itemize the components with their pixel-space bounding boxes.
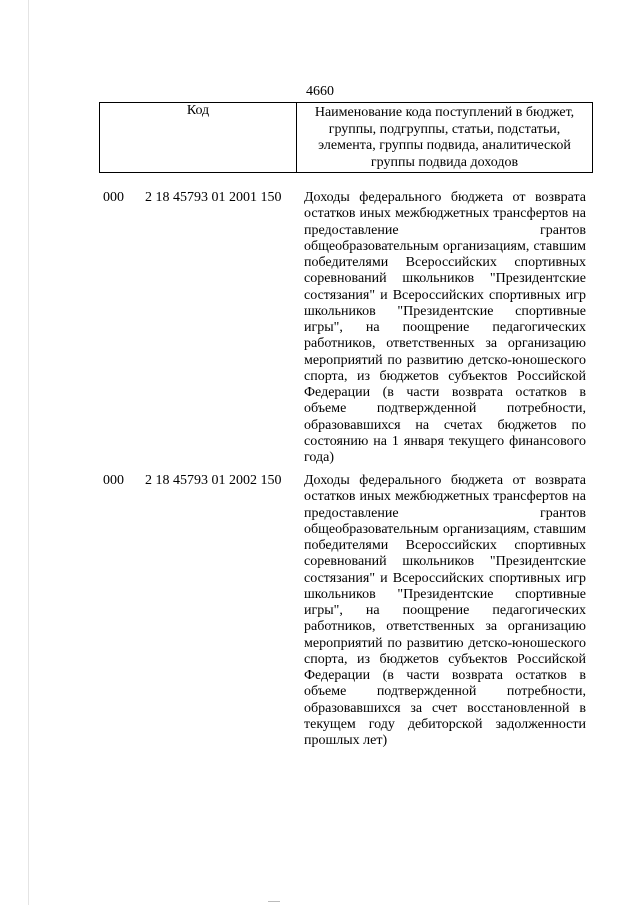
header-row	[100, 103, 593, 173]
header-table	[99, 102, 593, 173]
header-name-cell: Наименование кода поступлений в бюджет, группы, подгруппы, статьи, подстатьи, элемента, группы подвида, аналитической группы подвида доходов	[297, 103, 593, 173]
admin-code: 000	[103, 190, 124, 205]
scan-mark	[268, 901, 280, 902]
revenue-code: 2 18 45793 01 2001 150	[145, 190, 282, 205]
page-number: 4660	[306, 84, 334, 99]
revenue-name: Доходы федерального бюджета от возврата остатков иных межбюджетных трансфертов на предоставление грантов общеобразовательным организациям, ставшим победителями Всероссийских спортивных соревнований школьников "Президентские состязания" и Всероссийских спортивных игр школьников "Президентские спортивные игры", на поощрение педагогических работников, ответственных за организацию мероприятий по развитию детско-юношеского спорта, из бюджетов субъектов Российской Федерации (в части возврата остатков в объеме подтвержденной потребности, образовавшихся на счетах бюджетов по состоянию на 1 января текущего финансового года)	[304, 190, 586, 465]
scan-edge	[28, 0, 29, 905]
revenue-name: Доходы федерального бюджета от возврата остатков иных межбюджетных трансфертов на предоставление грантов общеобразовательным организациям, ставшим победителями Всероссийских спортивных соревнований школьников "Президентские состязания" и Всероссийских спортивных игр школьников "Президентские спортивные игры", на поощрение педагогических работников, ответственных за организацию мероприятий по развитию детско-юношеского спорта, из бюджетов субъектов Российской Федерации (в части возврата остатков в объеме подтвержденной потребности, образовавшихся за счет восстановленной в текущем году дебиторской задолженности прошлых лет)	[304, 473, 586, 748]
revenue-code: 2 18 45793 01 2002 150	[145, 473, 282, 488]
header-code-cell: Код	[100, 103, 297, 173]
admin-code: 000	[103, 473, 124, 488]
